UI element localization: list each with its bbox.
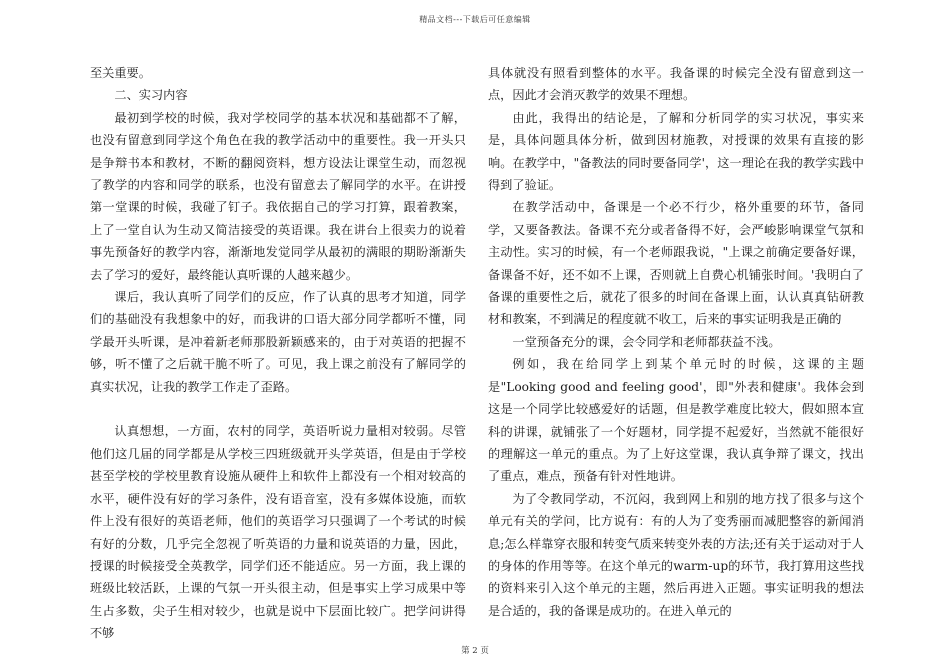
paragraph-left-5: 认真想想，一方面，农村的同学，英语听说力量相对较弱。尽管他们这几届的同学都是从学校三四班级就开头学英语，但是由于学校甚至学校的学校里教育设施从硬件上和软件上都没有一个相对较高的水平，硬件没有好的学习条件，没有语音室，没有多媒体设施，而软件上没有很好的英语老师，他们的英语学习只强调了一个考试的时候有好的分数，几乎完全忽视了听英语的力量和说英语的力量，因此，授课的时候接受全英教学，同学们还不能适应。另一方面，我上课的班级比较活跃，上课的气氛一开头很主动，但是事实上学习成果中等生占多数，尖子生相对较少，也就是说中下层面比较广。把学问讲得不够: [90, 424, 466, 641]
paragraph-right-5: 例如，我在给同学上到某个单元时的时候，这课的主题是"Looking good and feeling good'，即"外表和健康'。我体会到这是一个同学比较感爱好的话题，但是教学难度比较大，假如照本宣科的讲课，就铺张了一个好题材，同学提不起爱好，当然就不能很好的理解这一单元的重点。为了上好这堂课，我认真争辩了课文，找出了重点，难点，预备有针对性地讲。: [488, 357, 864, 484]
paragraph-right-6: 为了令教同学动，不沉闷，我到网上和别的地方找了很多与这个单元有关的学问，比方说有：有的人为了变秀丽而减肥整容的新闻消息;怎么样靠穿衣服和转变气质来转变外表的方法;还有关于运动对于人的身体的作用等等。在这个单元的warm-up的环节，我打算用这些找的资料来引入这个单元的主题，然后再进入正题。事实证明我的想法是合适的，我的备课是成功的。在进入单元的: [488, 491, 864, 618]
paragraph-right-3: 在教学活动中，备课是一个必不行少，格外重要的环节，备同学，又要备教法。备课不充分或者备得不好，会严峻影响课堂气氛和主动性。实习的时候，有一个老师跟我说，"上课之前确定要备好课，备课备不好，还不如不上课，否则就上自费心机铺张时间。'我明白了备课的重要性之后，就花了很多的时间在备课上面，认认真真钻研教材和教案，不到满足的程度就不收工，后来的事实证明我是正确的: [488, 200, 864, 327]
left-column: [90, 62, 466, 645]
paragraph-left-1: 至关重要。: [90, 66, 151, 80]
paragraph-right-4: 一堂预备充分的课，会令同学和老师都获益不浅。: [512, 334, 781, 349]
paragraph-right-1: 具体就没有照看到整体的水平。我备课的时候完全没有留意到这一点，因此才会消灭教学的效果不理想。: [488, 66, 864, 103]
paragraph-right-2: 由此，我得出的结论是，了解和分析同学的实习状况，事实来是，具体问题具体分析，做到因材施教，对授课的效果有直接的影响。在教学中，"备教法的同时要备同学'，这一理论在我的教学实践中得到了验证。: [488, 110, 864, 193]
paragraph-spacer: [90, 398, 466, 420]
page-header: 精品文档---下载后可任意编辑: [419, 15, 531, 24]
page-number: 第 2 页: [461, 646, 489, 656]
paragraph-left-3: 最初到学校的时候，我对学校同学的基本状况和基础都不了解，也没有留意到同学这个角色在我的教学活动中的重要性。我一开头只是争辩书本和教材，不断的翻阅资料，想方设法让课堂生动，而忽视了教学的内容和同学的联系，也没有留意去了解同学的水平。在讲授第一堂课的时候，我碰了钉子。我依据自己的学习打算，跟着教案，上了一堂自认为生动又简洁接受的英语课。我在讲台上很卖力的说着事先预备好的教学内容，渐渐地发觉同学从最初的满眼的期盼渐渐失去了学习的爱好，最终能认真听课的人越来越少。: [90, 110, 466, 282]
section-heading: 二、实习内容: [114, 88, 188, 103]
right-column: [488, 62, 864, 622]
paragraph-left-4: 课后，我认真听了同学们的反应，作了认真的思考才知道，同学们的基础没有我想象中的好，而我讲的口语大部分同学都听不懂，同学最开头听课，是冲着新老师那股新颖感来的，由于对英语的把握不够，听不懂了之后就干脆不听了。可见，我上课之前没有了解同学的真实状况，让我的教学工作走了歪路。: [90, 290, 466, 394]
